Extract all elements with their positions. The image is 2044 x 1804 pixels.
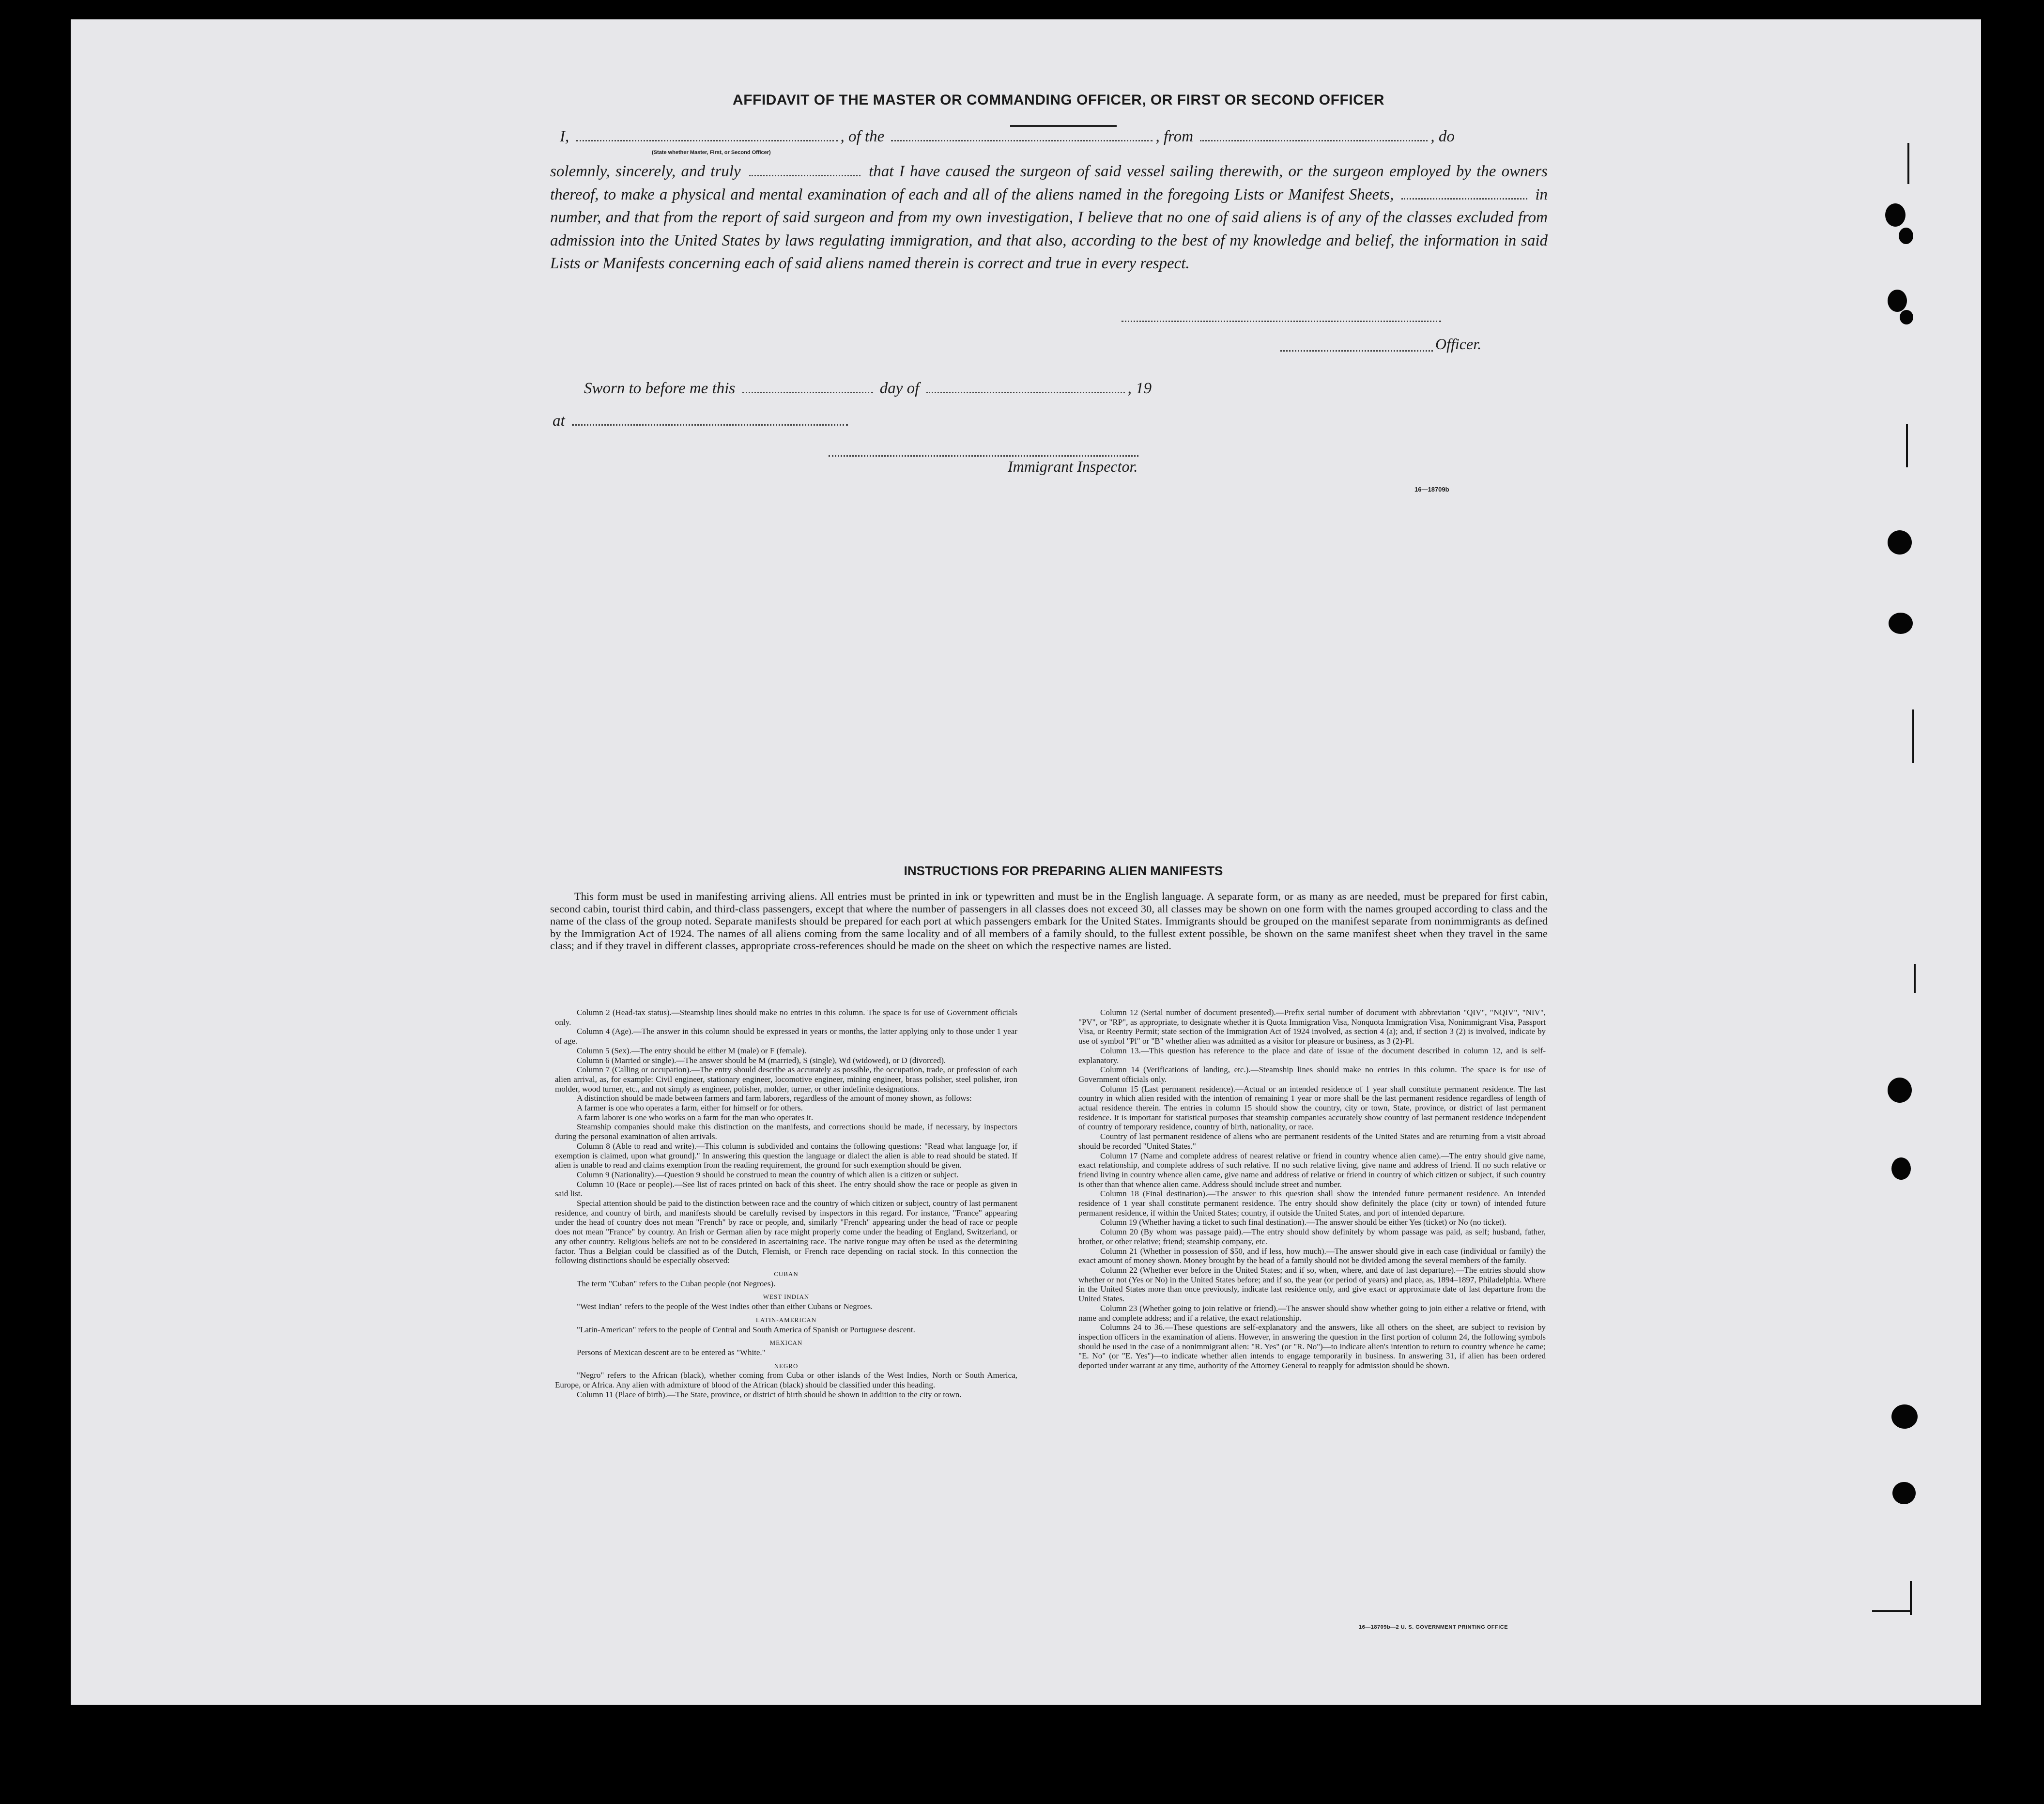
instructions-title: INSTRUCTIONS FOR PREPARING ALIEN MANIFESTS — [904, 863, 1223, 878]
definition-text: The term "Cuban" refers to the Cuban people (not Negroes). — [577, 1279, 776, 1288]
instruction-paragraph: A farm laborer is one who works on a farm for the man who operates it. — [577, 1112, 814, 1122]
punch-hole — [1889, 613, 1913, 634]
year-text: , 19 — [1127, 380, 1152, 397]
instruction-paragraph: Column 6 (Married or single).—The answer should be M (married), S (single), Wd (widowed), or D (divorced). — [577, 1055, 946, 1065]
instruction-paragraph: A farmer is one who operates a farm, either for himself or for others. — [577, 1103, 803, 1113]
manifest-sheet — [71, 19, 1981, 1705]
day-of-text: day of — [879, 380, 920, 397]
definition-heading: LATIN-AMERICAN — [755, 1316, 817, 1324]
port-field[interactable] — [1200, 140, 1428, 141]
definition-heading: WEST INDIAN — [763, 1293, 810, 1301]
instruction-paragraph: Special attention should be paid to the distinction between race and the country of which citizen or subject, country of last permanent residence, and country of birth, and manifests should be carefully revised by inspectors in this regard. For instance, "France" appearing under the head of country does not mean "French" by race or people, and, similarly "French" appearing under the head of race or people does not mean "France" by country. An Irish or German alien by race might properly come under the heading of England, Switzerland, or any other country. Religious beliefs are not to be considered in ascertaining race. The native tongue may often be used as the determining factor. Thus a Belgian could be classified as of the Dutch, Flemish, or French race depending on racial stock. In this connection the following distinctions should be especially observed: — [555, 1199, 1017, 1265]
punch-hole — [1888, 290, 1907, 312]
i-word: I, — [560, 128, 569, 145]
instruction-paragraph: Column 11 (Place of birth).—The State, province, or district of birth should be shown in addition to the city or town. — [577, 1389, 962, 1399]
affidavit-body — [550, 160, 1548, 276]
margin-mark — [1912, 709, 1914, 763]
punch-hole — [1899, 228, 1913, 244]
definition-text: Persons of Mexican descent are to be entered as "White." — [577, 1347, 766, 1357]
instruction-paragraph: Column 21 (Whether in possession of $50, and if less, how much).—The answer should give in each case (individual or family) the exact amount of money shown. Money brought by the head of a family should not be divided among the several members of the family. — [1078, 1246, 1546, 1265]
instructions-intro: This form must be used in manifesting arriving aliens. All entries must be printed in ink or typewritten and must be in the English language. A separate form, or as many as are needed, must be prepared for first cabin, second cabin, tourist third cabin, and third-class passengers, except that where the number of passengers in all classes does not exceed 30, all classes may be shown on one form with the names grouped according to class and the name of the class of the group noted. Separate manifests should be prepared for each port at which passengers embark for the United States. Immigrants should be grouped on the manifest separate from nonimmigrants as defined by the Immigration Act of 1924. The names of all aliens coming from the same locality and of all members of a family should, to the fullest extent possible, be shown on the same manifest sheet when they travel in the same class; and if they travel in different classes, appropriate cross-references should be made on the sheet on which the respective names are listed. — [550, 890, 1548, 952]
definition-text: "Latin-American" refers to the people of Central and South America of Spanish or Portuguese descent. — [577, 1325, 915, 1334]
instruction-paragraph: Column 22 (Whether ever before in the United States; and if so, when, where, and date of last departure).—The entries should show whether or not (Yes or No) in the United States before; and if so, the year (or period of years) and place, as, 1894–1897, Philadelphia. Where in the United States more than once previously, indicate last residence only, and give exact or approximate date of last departure from the United States. — [1078, 1265, 1546, 1304]
instruction-paragraph: Column 18 (Final destination).—The answer to this question shall show the intended future permanent residence. An intended residence of 1 year shall constitute permanent residence. The entry should show definitely the place (city or town) of intended future permanent residence, if within the United States; country, if outside the United States, and port of intended departure. — [1078, 1189, 1546, 1218]
truly-field[interactable] — [749, 175, 861, 176]
instruction-paragraph: Column 5 (Sex).—The entry should be either M (male) or F (female). — [577, 1046, 807, 1055]
affidavit-first-line — [560, 125, 1548, 148]
from-text: , from — [1155, 128, 1194, 145]
instruction-paragraph: Column 13.—This question has reference to the place and date of issue of the document described in column 12, and is self-explanatory. — [1078, 1046, 1546, 1065]
instruction-paragraph: Column 4 (Age).—The answer in this column should be expressed in years or months, the latter applying only to those under 1 year of age. — [555, 1027, 1017, 1046]
margin-mark — [1907, 143, 1909, 184]
margin-mark — [1872, 1610, 1911, 1612]
instruction-paragraph: Column 7 (Calling or occupation).—The entry should describe as accurately as possible, the occupation, trade, or profession of each alien arrival, as, for example: Civil engineer, stationary engineer, locomotive engineer, mining engineer, brass polisher, steel polisher, iron molder, wood turner, etc., and not simply as engineer, polisher, molder, turner, or other indefinite designations. — [555, 1065, 1017, 1094]
instruction-paragraph: Column 15 (Last permanent residence).—Actual or an intended residence of 1 year shall constitute permanent residence. The last country in which alien resided with the intention of remaining 1 year or more shall be the last permanent residence regardless of length of actual residence therein. The entries in column 15 should show the country, city or town, State, province, or district of last permanent residence. It is important for statistical purposes that steamship companies accurately show country of last permanent residence independent of country of temporary residence, country of birth, nationality, or race. — [1078, 1084, 1546, 1132]
form-number: 16—18709b — [1414, 486, 1449, 493]
instructions-left-column — [555, 1008, 1017, 1399]
affidavit-line4-rest: in number, and that from the report of said surgeon and from my own investigation, I believe that no one of said aliens is of any of the classes excluded from admission into the United States by laws regulating immigration, and that also, according to the best of my knowledge and belief, the information in said Lists or Manifests concerning each of said aliens named therein is correct and true in every respect. — [550, 185, 1548, 272]
punch-hole — [1891, 1404, 1918, 1429]
instruction-paragraph: Column 12 (Serial number of document presented).—Prefix serial number of document with abbreviation "QIV", "NQIV", "NIV", "PV", or "RP", as appropriate, to designate whether it is Quota Immigration Visa, Nonquota Immigration Visa, Nonimmigrant Visa, Passport Visa, or Reentry Permit; state section of the Immigration Act of 1924 involved, as section 4 (a); and, if section 3 (2) is involved, indicate by use of symbol "Pl" or "B" whether alien was admitted as a visitor for pleasure or business, as 3 (2)-Pl. — [1078, 1008, 1546, 1046]
instruction-paragraph: Steamship companies should make this distinction on the manifests, and corrections should be made, if necessary, by inspectors during the personal examination of alien arrivals. — [555, 1122, 1017, 1141]
sheet-count-field[interactable] — [1401, 198, 1527, 200]
printing-office-footer: 16—18709b—2 U. S. GOVERNMENT PRINTING OFFICE — [1359, 1624, 1508, 1630]
instruction-paragraph: Column 2 (Head-tax status).—Steamship lines should make no entries in this column. The space is for use of Government officials only. — [555, 1008, 1017, 1027]
definition-text: "West Indian" refers to the people of the West Indies other than either Cubans or Negroes. — [577, 1302, 873, 1311]
instruction-paragraph: A distinction should be made between farmers and farm laborers, regardless of the amount of money shown, as follows: — [577, 1094, 972, 1103]
sworn-day-field[interactable] — [742, 392, 873, 393]
definition-heading: MEXICAN — [769, 1339, 803, 1347]
officer-label: Officer. — [1435, 335, 1482, 353]
inspector-label: Immigrant Inspector. — [1008, 458, 1138, 475]
at-line — [553, 409, 851, 432]
inspector-signature-line[interactable] — [829, 455, 1138, 457]
punch-hole — [1885, 203, 1906, 227]
instruction-paragraph: Column 8 (Able to read and write).—This column is subdivided and contains the following questions: "Read what language [or, if exemption is claimed, upon what ground]." In answering this question the language or dialect the alien is able to read should be stated. If alien is unable to read and claims exemption from the reading requirement, the ground for such exemption should be given. — [555, 1141, 1017, 1170]
definition-heading: CUBAN — [774, 1270, 799, 1278]
definition-text: "Negro" refers to the African (black), whether coming from Cuba or other islands of the West Indies, North or South America, Europe, or Africa. Any alien with admixture of blood of the African (black) should be classified under this heading. — [555, 1371, 1017, 1390]
sworn-line — [584, 377, 1152, 400]
punch-hole — [1888, 1078, 1912, 1103]
sworn-text: Sworn to before me this — [584, 380, 736, 397]
do-text: , do — [1430, 128, 1455, 145]
officer-rank-note: (State whether Master, First, or Second Officer) — [652, 150, 771, 155]
instruction-paragraph: Column 19 (Whether having a ticket to such final destination).—The answer should be either Yes (ticket) or No (no ticket). — [1100, 1218, 1506, 1227]
instruction-paragraph: Column 9 (Nationality).—Question 9 should be construed to mean the country of which alien is a citizen or subject. — [577, 1170, 959, 1179]
instruction-paragraph: Column 23 (Whether going to join relative or friend).—The answer should show whether going to join either a relative or friend, with name and complete address; and if a relative, the exact relationship. — [1078, 1303, 1546, 1323]
punch-hole — [1891, 1157, 1911, 1180]
signature-line[interactable] — [1122, 321, 1441, 322]
of-the-text: , of the — [840, 128, 885, 145]
affidavit-line2-rest: that I have caused the surgeon of said vessel sailing therewith, or the surgeon employed by the owners thereof, to make a physical and mental examination of each and all of the aliens named in the foregoing Lists or Manifest Sheets, — [550, 163, 1548, 203]
instruction-paragraph: Country of last permanent residence of aliens who are permanent residents of the United States and are returning from a visit abroad should be recorded "United States." — [1078, 1132, 1546, 1151]
margin-mark — [1906, 424, 1908, 467]
punch-hole — [1888, 530, 1912, 555]
officer-rank-line[interactable] — [1280, 350, 1433, 352]
at-text: at — [553, 412, 565, 430]
margin-mark — [1914, 964, 1916, 993]
instruction-paragraph: Column 17 (Name and complete address of nearest relative or friend in country whence alien came).—The entry should give name, exact relationship, and complete address of such relative. If no such relative living, give name and address of friend. If no such relative or friend living in country whence alien came, give name and address of relative or friend in country of which citizen or subject, if such country is other than that whence alien came. Address should include street and number. — [1078, 1151, 1546, 1189]
punch-hole — [1892, 1482, 1916, 1504]
instruction-paragraph: Column 10 (Race or people).—See list of races printed on back of this sheet. The entry should show the race or people as given in said list. — [555, 1179, 1017, 1199]
sworn-month-field[interactable] — [926, 392, 1125, 393]
vessel-name-field[interactable] — [891, 140, 1153, 141]
affidavit-line2-start: solemnly, sincerely, and truly — [550, 163, 741, 180]
instruction-paragraph: Column 14 (Verifications of landing, etc.).—Steamship lines should make no entries in this column. The space is for use of Government officials only. — [1078, 1065, 1546, 1084]
affidavit-title: AFFIDAVIT OF THE MASTER OR COMMANDING OFFICER, OR FIRST OR SECOND OFFICER — [733, 92, 1384, 108]
instruction-paragraph: Columns 24 to 36.—These questions are self-explanatory and the answers, like all others on the sheet, are subject to revision by inspection officers in the examination of aliens. However, in answering the question in the first portion of column 24, the following symbols should be used in the case of a nonimmigrant alien: "R. Yes" (or "R. No")—to indicate alien's intention to return to country whence he came; "E. No" (or "E. Yes")—to indicate whether alien intends to engage temporarily in business. In answering 31, if alien has been ordered deported under warrant at any time, authority of the Attorney General to reapply for admission should be shown. — [1078, 1323, 1546, 1371]
sworn-place-field[interactable] — [572, 424, 848, 426]
definition-heading: NEGRO — [774, 1362, 799, 1370]
officer-name-field[interactable] — [576, 140, 838, 141]
instruction-paragraph: Column 20 (By whom was passage paid).—The entry should show definitely by whom passage was paid, as self; husband, father, brother, or other relative; friend; steamship company, etc. — [1078, 1227, 1546, 1246]
instructions-right-column — [1078, 1008, 1546, 1371]
punch-hole — [1900, 310, 1913, 324]
